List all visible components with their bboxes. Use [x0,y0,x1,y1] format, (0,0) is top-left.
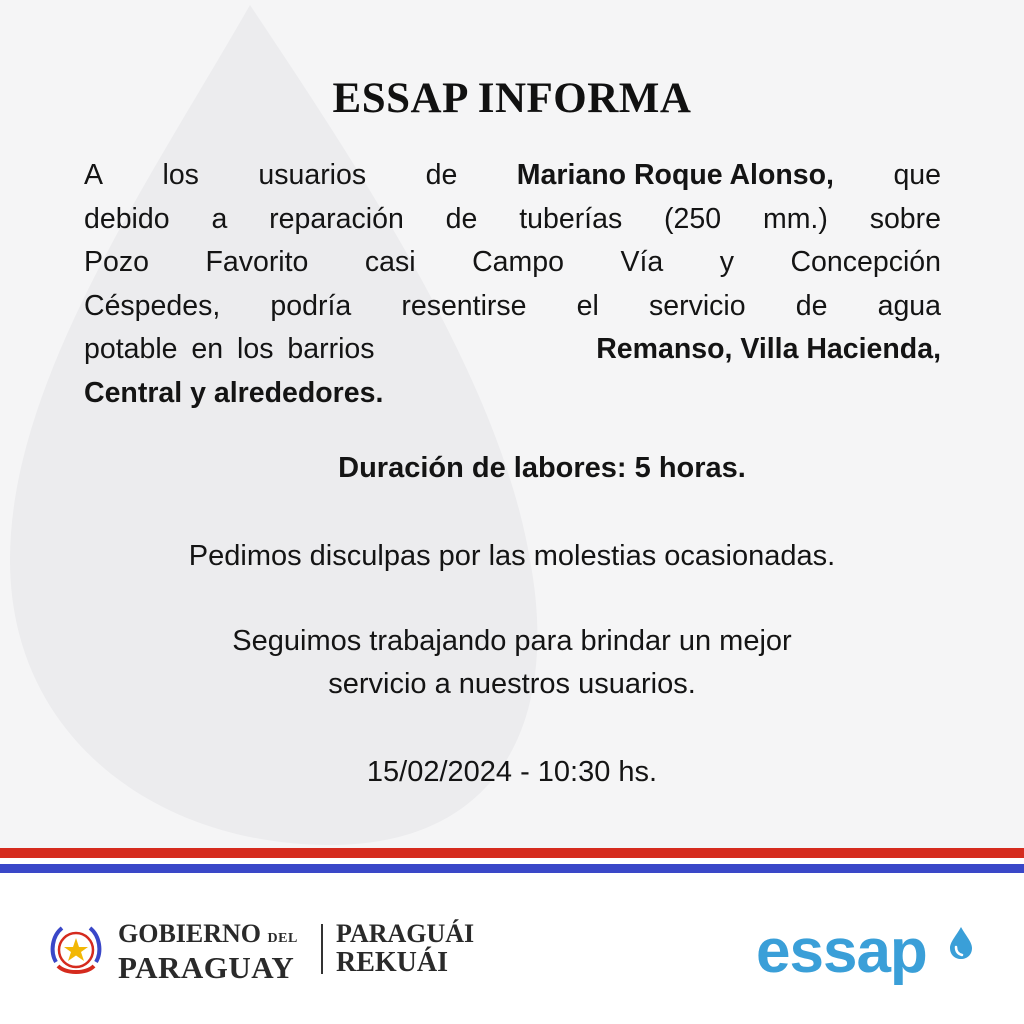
date-time: 15/02/2024 - 10:30 hs. [366,756,658,788]
gov-line-2: PARAGUAY [118,950,295,985]
paragraph-line-1 [84,154,941,198]
apology-text: Pedimos disculpas por las molestias ocasionadas. [188,540,836,572]
paragraph-line-6 [84,372,941,416]
word: los [162,159,199,191]
neighborhoods-end: Central y alrededores. [84,376,384,409]
paraguai-rekuai-logo-text [336,921,474,979]
prk-line-1: PARAGUÁI [336,919,475,948]
page-title: ESSAP INFORMA [332,75,692,122]
paragraph-line-5 [84,328,941,372]
word: de [425,159,458,191]
closing-line-2: servicio a nuestros usuarios. [328,668,696,700]
closing-line-1: Seguimos trabajando para brindar un mejor [232,625,792,657]
paragraph-text: potable en los barrios [84,333,375,366]
national-seal-icon [44,918,108,982]
flag-stripe-blue [0,864,1024,873]
gov-line-1: GOBIERNO [118,919,262,948]
announcement-paragraph [84,154,941,416]
word: A [84,159,104,191]
footer [0,873,1024,1024]
word: que [893,159,941,191]
logo-divider [321,924,323,974]
gobierno-logo-text [118,921,298,984]
neighborhoods: Remanso, Villa Hacienda, [596,333,941,366]
prk-line-2: REKUÁI [336,947,449,978]
paragraph-line-4: Céspedes, podría resentirse el servicio de agua [84,289,941,322]
flag-stripe-red [0,848,1024,858]
paragraph-line-3: Pozo Favorito casi Campo Vía y Concepción [84,246,941,279]
water-drop-icon [947,926,975,960]
paragraph-line-2: debido a reparación de tuberías (250 mm.) sobre [84,202,941,235]
gov-del: DEL [267,931,298,946]
essap-logo: essap [756,917,927,986]
city-name: Mariano Roque Alonso, [516,159,834,191]
word: usuarios [258,159,367,191]
duration-text: Duración de labores: 5 horas. [338,452,746,484]
